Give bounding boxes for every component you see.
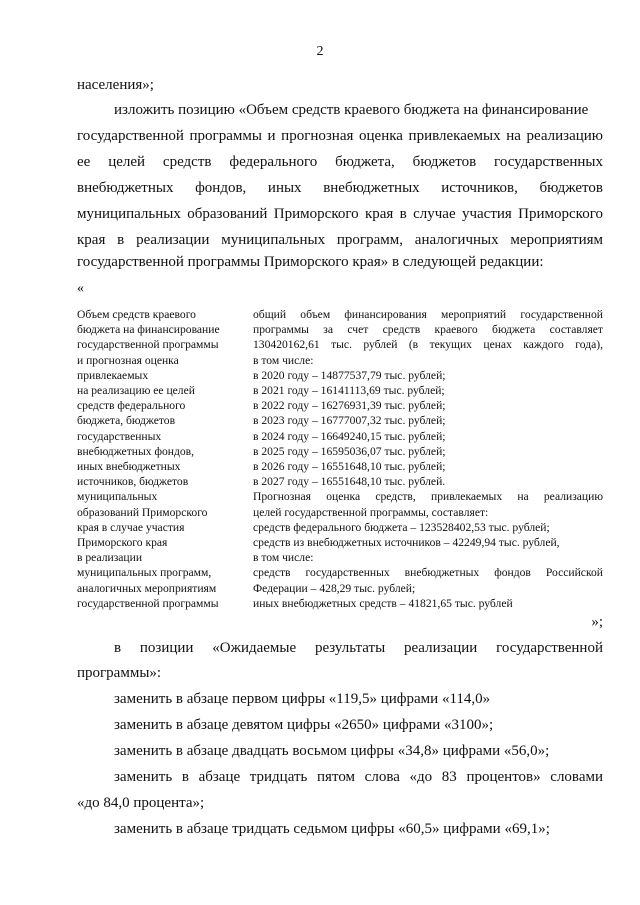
text-line: программы»: (77, 665, 162, 681)
left-cell-line: внебюджетных фондов, (77, 444, 195, 458)
closing-quote: »; (591, 614, 603, 630)
text-line: государственной программы Приморского края» в следующей редакции: (77, 254, 544, 270)
left-cell-line: края в случае участия (77, 520, 185, 534)
right-cell-line: в 2025 году – 16595036,07 тыс. рублей; (253, 444, 446, 458)
left-cell-line: Объем средств краевого (77, 308, 196, 321)
text-line: заменить в абзаце девятом цифры «2650» цифрами «3100»; (114, 717, 494, 733)
left-cell-line: средств федерального (77, 399, 186, 413)
right-cell-line: в 2024 году – 16649240,15 тыс. рублей; (253, 429, 446, 443)
table-left-column (77, 307, 247, 611)
left-cell-line: государственной программы (77, 338, 219, 352)
right-cell-line: в 2026 году – 16551648,10 тыс. рублей; (253, 460, 446, 474)
text-line: заменить в абзаце тридцать пятом слова «до 83 процентов» словами (114, 769, 603, 785)
opening-quote: « (77, 281, 84, 296)
right-cell-line: 130420162,61 тыс. рублей (в текущих ценах каждого года), (253, 338, 603, 352)
right-cell-line: в том числе: (253, 551, 314, 565)
left-cell-line: Приморского края (77, 536, 168, 550)
text-line: в позиции «Ожидаемые результаты реализации государственной (114, 640, 603, 656)
left-cell-line: иных внебюджетных (77, 460, 181, 474)
right-cell-line: Прогнозная оценка средств, привлекаемых на реализацию (253, 490, 603, 504)
right-cell-line: в 2023 году – 16777007,32 тыс. рублей; (253, 414, 446, 428)
left-cell-line: в реализации (77, 551, 143, 565)
right-cell-line: программы за счет средств краевого бюджета составляет (253, 323, 603, 337)
right-cell-line: Федерации – 428,29 тыс. рублей; (253, 581, 416, 595)
right-cell-line: средств федерального бюджета – 123528402,53 тыс. рублей; (253, 520, 550, 534)
text-line: внебюджетных фондов, иных внебюджетных источников, бюджетов (77, 180, 603, 196)
right-cell-line: общий объем финансирования мероприятий государственной (253, 308, 603, 321)
right-cell-line: в 2020 году – 14877537,79 тыс. рублей; (253, 368, 446, 382)
left-cell-line: бюджета, бюджетов (77, 414, 176, 428)
left-cell-line: бюджета на финансирование (77, 323, 220, 337)
left-cell-line: государственной программы (77, 596, 219, 610)
text-line: изложить позицию «Объем средств краевого бюджета на финансирование (114, 102, 589, 118)
left-cell-line: привлекаемых (77, 368, 149, 382)
left-cell-line: на реализацию ее целей (77, 384, 195, 398)
text-line: государственной программы и прогнозная оценка привлекаемых на реализацию (77, 128, 603, 144)
right-cell-line: иных внебюджетных средств – 41821,65 тыс. рублей (253, 596, 513, 610)
left-cell-line: муниципальных (77, 490, 158, 504)
left-cell-line: образований Приморского (77, 505, 208, 519)
text-line: «до 84,0 процента»; (77, 795, 205, 811)
right-cell-line: средств государственных внебюджетных фондов Российской (253, 566, 603, 580)
text-line: заменить в абзаце тридцать седьмом цифры «60,5» цифрами «69,1»; (114, 821, 550, 837)
right-cell-line: в 2022 году – 16276931,39 тыс. рублей; (253, 399, 446, 413)
table-right-column (253, 307, 603, 611)
right-cell-line: в том числе: (253, 353, 314, 367)
left-cell-line: аналогичных мероприятиям (77, 581, 217, 595)
right-cell-line: целей государственной программы, составляет: (253, 505, 489, 519)
right-cell-line: в 2027 году – 16551648,10 тыс. рублей. (253, 475, 446, 489)
left-cell-line: источников, бюджетов (77, 475, 189, 489)
text-line: заменить в абзаце двадцать восьмом цифры «34,8» цифрами «56,0»; (114, 743, 550, 759)
text-line: населения»; (77, 77, 154, 93)
left-cell-line: муниципальных программ, (77, 566, 212, 580)
text-line: края в реализации муниципальных программ, аналогичных мероприятиям (77, 232, 603, 248)
text-line: ее целей средств федерального бюджета, бюджетов государственных (77, 154, 603, 170)
left-cell-line: государственных (77, 429, 162, 443)
text-line: заменить в абзаце первом цифры «119,5» цифрами «114,0» (114, 691, 491, 707)
left-cell-line: и прогнозная оценка (77, 353, 179, 367)
right-cell-line: средств из внебюджетных источников – 42249,94 тыс. рублей, (253, 536, 560, 550)
page-number: 2 (316, 44, 324, 59)
right-cell-line: в 2021 году – 16141113,69 тыс. рублей; (253, 384, 445, 398)
text-line: муниципальных образований Приморского края в случае участия Приморского (77, 206, 603, 222)
